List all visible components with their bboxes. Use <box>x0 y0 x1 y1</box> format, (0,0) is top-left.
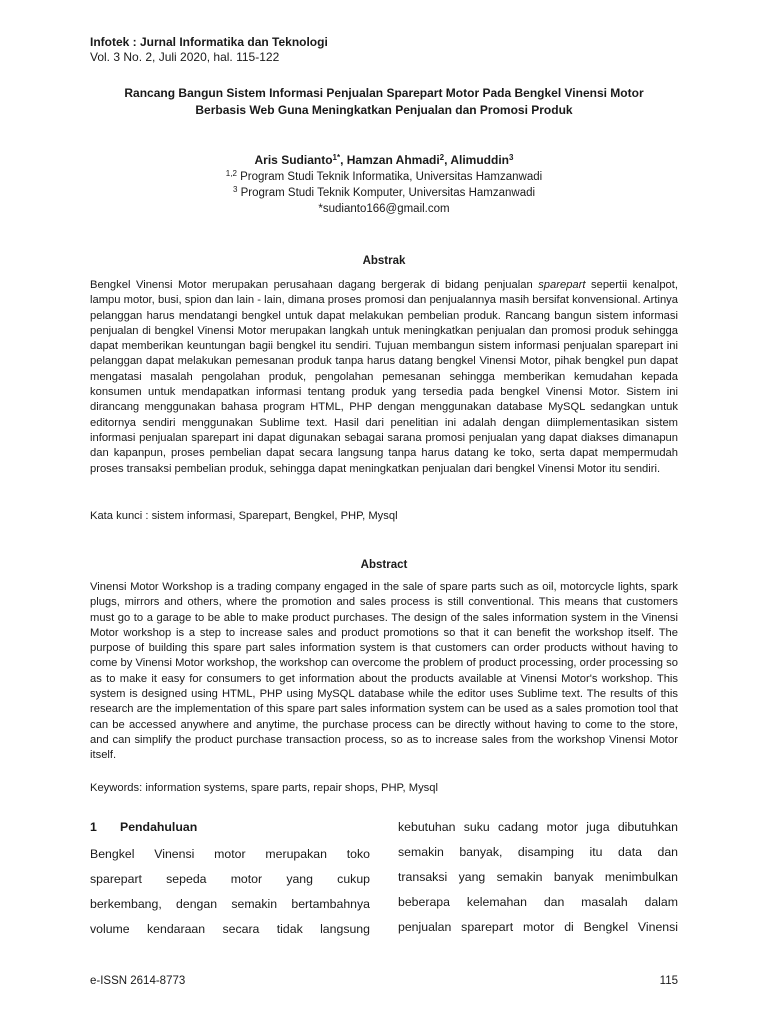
affiliation-2-sup: 3 <box>232 185 238 194</box>
intro-right-line: beberapa kelemahan dan masalah dalam <box>398 895 678 909</box>
author-2-sup: 2 <box>439 153 445 162</box>
author-1-sup: 1* <box>332 153 341 162</box>
journal-volume: Vol. 3 No. 2, Juli 2020, hal. 115-122 <box>90 50 280 64</box>
affiliation-2 <box>90 185 678 201</box>
intro-heading <box>90 815 370 840</box>
abstract-text: Vinensi Motor Workshop is a trading company engaged in the sale of spare parts such as oil, motorcycle lights, spark plugs, mirrors and others, where the promotion and sales process is still conventional. This means that customers must go to a garage to be able to make product purchases. The design of the sales information system in the Vinensi Motor workshop is a step to increase sales and product promotions so that it can benefit the workshop itself. The purpose of building this spare part sales information system is that customers can order products without having to come by Vinensi Motor workshop, the workshop can overcome the problem of product processing, order processing so as to make it easy for consumers to get information about the products available at Vinensi Motor's workshop. This system is designed using HTML, PHP using MySQL database while the editor uses Sublime text. The results of this research are the implementation of this spare part sales information system can be used as a sales promotion tool that can be accessed anywhere and anytime, the purchase process can be directly without having to come to the store, and can simplify the product purchase transaction process, so as to increase sales from the workshop Vinensi Motor itself. <box>90 581 678 762</box>
abstrak-text-part-1: Bengkel Vinensi Motor merupakan perusahaan dagang bergerak di bidang penjualan <box>90 279 539 291</box>
author-1: Aris Sudianto <box>254 153 333 167</box>
intro-right-column <box>398 815 678 940</box>
title-line-2: Berbasis Web Guna Meningkatkan Penjualan dan Promosi Produk <box>195 103 573 117</box>
affiliation-2-text: Program Studi Teknik Komputer, Universitas Hamzanwadi <box>237 187 536 199</box>
author-names <box>90 152 678 168</box>
footer-issn: e-ISSN 2614-8773 <box>90 975 186 987</box>
abstract-heading: Abstract <box>360 559 408 571</box>
intro-left-line: volume kendaraan secara tidak langsung <box>90 922 370 936</box>
intro-section-title: Pendahuluan <box>120 820 198 834</box>
affiliation-1 <box>90 169 678 185</box>
intro-left-column <box>90 815 370 942</box>
abstrak-italic-term: sparepart <box>538 279 586 291</box>
abstrak-text <box>90 278 678 477</box>
keywords: Keywords: information systems, spare parts, repair shops, PHP, Mysql <box>90 782 438 794</box>
abstrak-heading: Abstrak <box>362 255 406 267</box>
intro-right-line: transaksi yang semakin banyak menimbulkan <box>398 870 678 884</box>
paper-title <box>90 85 678 119</box>
kata-kunci: Kata kunci : sistem informasi, Sparepart, Bengkel, PHP, Mysql <box>90 510 398 522</box>
author-3: , Alimuddin <box>444 153 510 167</box>
affiliation-1-text: Program Studi Teknik Informatika, Universitas Hamzanwadi <box>236 171 543 183</box>
author-3-sup: 3 <box>509 153 514 162</box>
author-block <box>90 152 678 217</box>
intro-left-line: berkembang, dengan semakin bertambahnya <box>90 897 370 911</box>
affiliation-1-sup: 1,2 <box>225 169 237 178</box>
intro-right-line: kebutuhan suku cadang motor juga dibutuhkan <box>398 820 678 834</box>
page-number: 115 <box>659 975 678 987</box>
intro-left-line: sparepart sepeda motor yang cukup <box>90 872 370 886</box>
intro-section-number: 1 <box>90 820 97 834</box>
intro-right-line: penjualan sparepart motor di Bengkel Vinensi <box>398 920 678 934</box>
title-line-1: Rancang Bangun Sistem Informasi Penjualan Sparepart Motor Pada Bengkel Vinensi Motor <box>124 86 644 100</box>
intro-left-line: Bengkel Vinensi motor merupakan toko <box>90 847 370 861</box>
journal-name: Infotek : Jurnal Informatika dan Teknologi <box>90 35 328 49</box>
journal-header <box>90 35 328 65</box>
intro-right-line: semakin banyak, disamping itu data dan <box>398 845 678 859</box>
abstrak-text-part-2: sepertii kenalpot, lampu motor, busi, spion dan lain - lain, dimana proses promosi dan penjualannya masih bersifat konvensional. Artinya pelanggan harus mendatangi bengkel untuk dapat melakukan pembelian produk. Rancang bangun sistem informasi penjualan di bengkel Vinensi Motor merupakan langkah untuk meningkatkan penjualan dan promosi produk sehingga dapat memberikan keuntungan bagii bengkel itu sendiri. Tujuan membangun sistem informasi penjualan sparepart ini pelanggan dapat melakukan pemesanan produk tanpa harus datang bengkel Vinensi Motor, pihak bengkel pun dapat mengatasi masalah pengolahan produk, pengolahan pemesanan sehingga memberikan kemudahan kepada konsumen untuk mendapatkan informasi tentang produk yang tersedia pada bengkel Vinensi Motor. Sistem ini dirancang menggunakan bahasa program HTML, PHP dengan menggunakan database MySQL sedangkan untuk editornya sendiri menggunakan Sublime text. Hasil dari penelitian ini adalah dengan diimplementasikan sistem informasi penjualan sparepart ini dapat digunakan sebagai sarana promosi penjualan yang dapat diakses dimanapun dan kapanpun, proses pembelian dapat secara langsung tanpa harus datang ke toko, serta dapat mempermudah proses transaksi pembelian produk, sehingga dapat meningkatkan penjualan dari bengkel Vinensi Motor itu sendiri. <box>90 279 678 475</box>
author-email: *sudianto166@gmail.com <box>318 203 450 215</box>
author-2: , Hamzan Ahmadi <box>340 153 440 167</box>
